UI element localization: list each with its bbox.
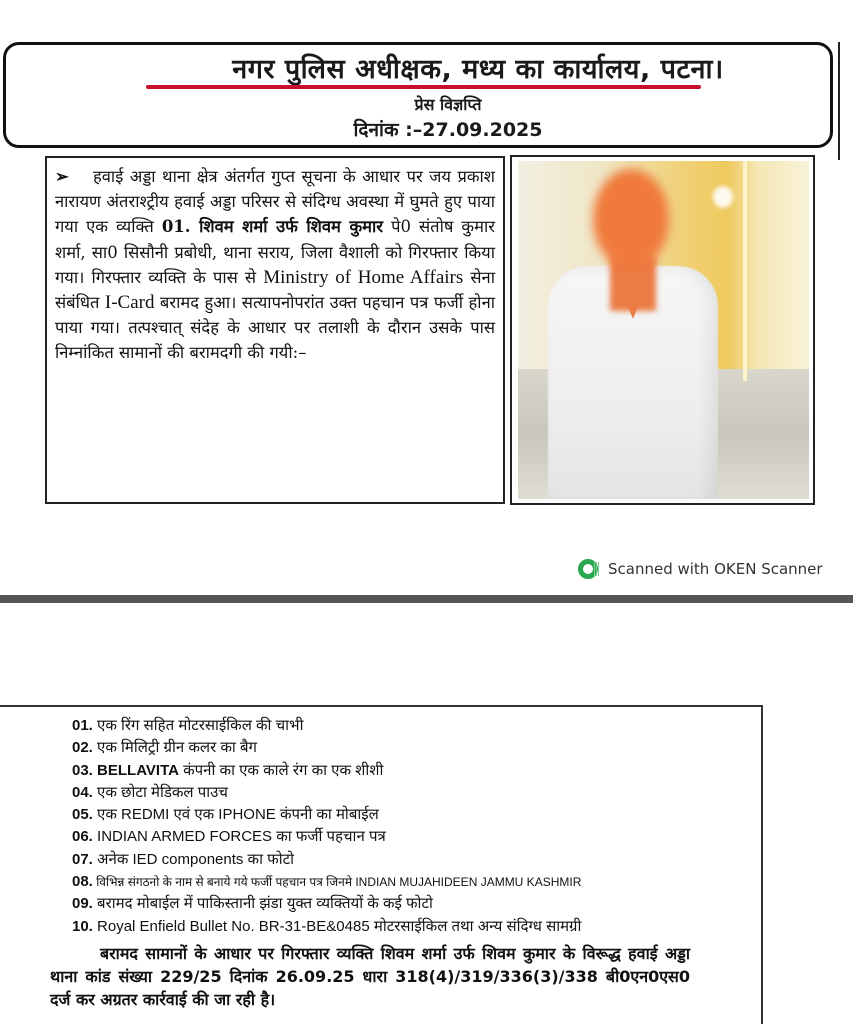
list-item: 04. एक छोटा मेडिकल पाउच xyxy=(72,783,228,801)
arrest-paragraph: ➢ हवाई अड्डा थाना क्षेत्र अंतर्गत गुप्त सूचना के आधार पर जय प्रकाश नारायण अंतराश्ट्रीय हवाई अड्डा परिसर से संदिग्ध अवस्था में घुमते हुए पाया गया एक व्यक्ति 01. शिवम शर्मा उर्फ शिवम कुमार पे0 संतोष कुमार शर्मा, सा0 सिसौनी प्रबोधी, थाना सराय, जिला वैशाली को गिरफ्तार किया गया। गिरफ्तार व्यक्ति के पास से Ministry of Home Affairs सेना संबंधित I-Card बरामद हुआ। सत्यापनोपरांत उक्त पहचान पत्र फर्जी होना पाया गया। तत्पश्चात् संदेह के आधार पर तलाशी के दौरान उसके पास निम्नांकित सामानों की बरामदगी की गयी:– xyxy=(55,164,495,366)
list-item: 09. बरामद मोबाईल में पाकिस्तानी झंडा युक्त व्यक्तियों के कई फोटो xyxy=(72,895,433,913)
frame-edge xyxy=(838,42,840,160)
icard-label: I-Card xyxy=(104,292,155,314)
blurred-face xyxy=(593,169,669,269)
list-item: 05. एक REDMI एवं एक IPHONE कंपनी का मोबाईल xyxy=(72,806,379,824)
recovered-items-list xyxy=(72,715,581,938)
release-date: दिनांक :–27.09.2025 xyxy=(353,119,543,141)
list-item: 03. BELLAVITA कंपनी का एक काले रंग का एक शीशी xyxy=(72,761,384,779)
list-item: 07. अनेक IED components का फोटो xyxy=(72,850,295,868)
red-underline-rule xyxy=(146,85,701,89)
recovered-items-box xyxy=(0,705,763,1024)
list-item: 10. Royal Enfield Bullet No. BR-31-BE&0485 मोटरसाईकिल तथा अन्य संदिग्ध सामग्री xyxy=(72,917,582,935)
accused-name: 01. शिवम शर्मा उर्फ शिवम कुमार xyxy=(161,217,384,237)
list-item: 08. विभिन्न संगठनो के नाम से बनाये गये फर्जी पहचान पत्र जिनमे INDIAN MUJAHIDEEN JAMMU KASHMIR xyxy=(72,873,582,891)
list-item: 01. एक रिंग सहित मोटरसाईकिल की चाभी xyxy=(72,717,304,734)
closing-paragraph: बरामद सामानों के आधार पर गिरफ्तार व्यक्ति शिवम शर्मा उर्फ शिवम कुमार के विरूद्ध हवाई अड्डा थाना कांड संख्या 229/25 दिनांक 26.09.25 धारा 318(4)/319/336(3)/338 बी0एन0एस0 दर्ज कर अग्रतर कार्रवाई की जा रही है। xyxy=(50,944,690,1009)
arrow-bullet-icon: ➢ xyxy=(55,167,69,186)
accused-photo xyxy=(518,161,809,499)
list-item: 02. एक मिलिट्री ग्रीन कलर का बैग xyxy=(72,739,257,757)
list-item: 06. INDIAN ARMED FORCES का फर्जी पहचान पत्र xyxy=(72,828,386,846)
header-box xyxy=(3,42,833,148)
page-divider xyxy=(0,595,853,603)
office-title: नगर पुलिस अधीक्षक, मध्य का कार्यालय, पटना। xyxy=(232,54,724,85)
press-release-label: प्रेस विज्ञप्ति xyxy=(414,95,482,114)
arrest-details-box xyxy=(45,156,505,504)
accused-photo-frame xyxy=(510,155,815,505)
scanner-label: Scanned with OKEN Scanner xyxy=(608,560,823,578)
ministry-name: Ministry of Home Affairs xyxy=(263,266,464,288)
oken-logo-icon xyxy=(578,559,598,579)
scanner-watermark xyxy=(578,556,823,582)
